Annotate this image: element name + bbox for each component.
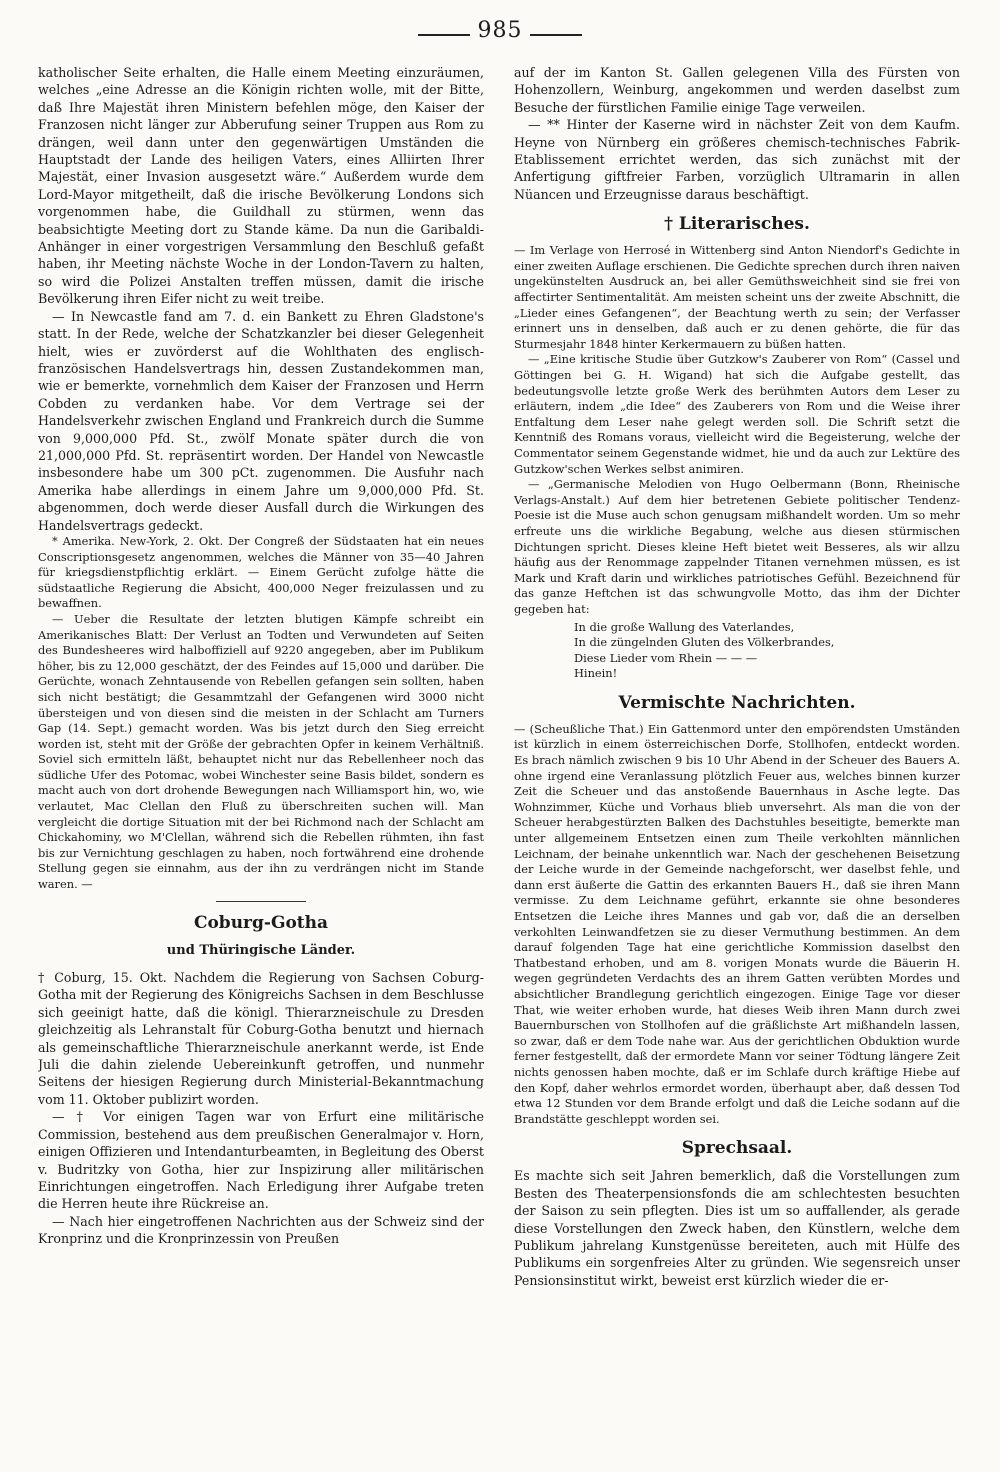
article-paragraph: katholischer Seite erhalten, die Halle einem Meeting einzuräumen, welches „eine Adresse an die Königin richten wolle, mit der Bitte, daß Ihre Majestät ihren Ministern befehlen möge, den Kaiser der Franzosen nicht länger zur Abberufung seiner Truppen aus Rom zu drängen, weil dann unter den gegenwärtigen Umständen die Hauptstadt der Lande des heiligen Vaters, eines Alliirten Ihrer Majestät, einer Invasion ausgesetzt wäre.“ Außerdem wurde dem Lord-Mayor mitgetheilt, daß die irische Bevölkerung Londons sich vorgenommen habe, die Guildhall zu stürmen, wenn das beabsichtigte Meeting dort zu Stande käme. Da nun die Garibaldi-Anhänger in einer vorgestrigen Versammlung den Beschluß gefaßt haben, ihr Meeting nächste Woche in der London-Tavern zu halten, so wird die Polizei Anstalten treffen müssen, damit die irische Bevölkerung ihren Eifer nicht zu weit treibe. (38, 65, 484, 307)
review-paragraph: — „Eine kritische Studie über Gutzkow's Zauberer von Rom“ (Cassel und Göttingen bei G. H. Wigand) hat sich die Aufgabe gestellt, das bedeutungsvolle letzte große Werk des berühmten Autors dem Leser zu erläutern, indem „die Idee“ des Zauberers von Rom und die Weise ihrer Entfaltung dem Leser nahe gelegt werden soll. Die Schrift setzt die Kenntniß des Romans voraus, vielleicht wird die Begeisterung, welche der Commentator seinem Gegenstande widmet, hie und da auch zur Lektüre des Gutzkow'schen Werkes selbst animiren. (514, 352, 960, 476)
page-header (0, 12, 1000, 48)
article-paragraph: Es machte sich seit Jahren bemerklich, daß die Vorstellungen zum Besten des Theaterpensionsfonds die am schlechtesten besuchten der Saison zu sein pflegten. Dies ist um so auffallender, als gerade diese Vorstellungen den Zweck haben, den Künstlern, welche dem Publikum jahrelang Kunstgenüsse bereiteten, auch mit Hülfe des Publikums ein sorgenfreies Alter zu gründen. Wie segensreich unser Pensionsinstitut wirkt, beweist erst kürzlich wieder die er- (514, 1168, 960, 1288)
poem-line: Diese Lieder vom Rhein — — — (574, 650, 758, 665)
section-heading: Coburg-Gotha (193, 912, 329, 933)
poem-line: In die große Wallung des Vaterlandes, (574, 619, 795, 634)
review-paragraph: — Im Verlage von Herrosé in Wittenberg sind Anton Niendorf's Gedichte in einer zweiten Auflage erschienen. Die Gedichte sprechen durch ihren naiven ungekünstelten Ausdruck an, bei aller Gemüthsweichheit sind sie frei von affectirter Sentimentalität. Am meisten scheint uns der zweite Abschnitt, die „Lieder eines Gefangenen“, der Beachtung werth zu sein; der Verfasser erinnert uns in denselben, daß auch er zu denen gehörte, die für das Sturmesjahr 1848 hinter Kerkermauern zu büßen hatten. (514, 243, 960, 351)
section-heading: Vermischte Nachrichten. (618, 692, 856, 713)
poem-motto (574, 620, 960, 682)
news-paragraph: — (Scheußliche That.) Ein Gattenmord unter den empörendsten Umständen ist kürzlich in einem österreichischen Dorfe, Stollhofen, entdeckt worden. Es brach nämlich zwischen 9 bis 10 Uhr Abend in der Scheuer des Bauers A. ohne irgend eine Veranlassung plötzlich Feuer aus, welches binnen kurzer Zeit die Scheuer und das anstoßende Bauernhaus in Asche legte. Das Wohnzimmer, Küche und Vorhaus blieb unversehrt. Als man die von der Scheuer herabgestürzten Balken des Dachstuhles beseitigte, bemerkte man unter allgemeinem Entsetzen einen zum Theile verkohlten männlichen Leichnam, der beinahe unkenntlich war. Nach der geschehenen Beisetzung der Leiche wurde in der Gemeinde nachgeforscht, wer daselbst fehle, und dann erst äußerte die Gattin des erkannten Bauers H., daß sie ihren Mann vermisse. Zu dem Leichname geführt, erkannte sie ohne besonderes Entsetzen die Leiche ihres Mannes und gab vor, daß die an derselben verkohlten Leinwandfetzen sie zu dieser Vermuthung bestimmen. An dem darauf folgenden Tage hat eine gerichtliche Kommission daselbst den Thatbestand erhoben, und am 8. vorigen Monats wurde die Bäuerin H. wegen gegründeten Verdachts des an ihrem Gatten verübten Mordes und absichtlicher Brandlegung gerichtlich eingezogen. Einige Tage vor dieser That, wie weiter erhoben wurde, hat dieses Weib ihren Mann durch zwei Bauernburschen von Stollhofen auf die gräßlichste Art mißhandeln lassen, so zwar, daß er dem Tode nahe war. Aus der gerichtlichen Obduktion wurde ferner festgestellt, daß der ermordete Mann vor seiner Tödtung längere Zeit nichts genossen haben mochte, daß er im Schlafe durch kräftige Hiebe auf den Kopf, daher wehrlos ermordet worden, überhaupt aber, daß dessen Tod etwa 12 Stunden vor dem Brande erfolgt und daß die Leiche sodann auf die Brandstätte geschleppt worden sei. (514, 721, 960, 1126)
article-paragraph: — In Newcastle fand am 7. d. ein Bankett zu Ehren Gladstone's statt. In der Rede, welche der Schatzkanzler bei dieser Gelegenheit hielt, wies er zuvörderst auf die Wohlthaten des englisch-französischen Handelsvertrags hin, dessen Zustandekommen man, wie er bemerkte, vornehmlich dem Kaiser der Franzosen und Herrn Cobden zu verdanken habe. Vor dem Vertrage sei der Handelsverkehr zwischen England und Frankreich durch die Summe von 9,000,000 Pfd. St., zwölf Monate später durch die von 21,000,000 Pfd. St. repräsentirt worden. Der Handel von Newcastle insbesondere habe um 300 pCt. zugenommen. Die Ausfuhr nach Amerika habe allerdings in einem Jahre um 9,000,000 Pfd. St. abgenommen, doch werde dieser Ausfall durch die Wirkungen des Handelsvertrags gedeckt. (38, 308, 484, 533)
review-paragraph: — „Germanische Melodien von Hugo Oelbermann (Bonn, Rheinische Verlags-Anstalt.) Auf dem hier betretenen Gebiete politischer Tendenz-Poesie ist die Muse auch schon genugsam mißhandelt worden. Um so mehr erfreute uns die wirkliche Begabung, welche aus diesen stürmischen Dichtungen spricht. Dieses kleine Heft bietet weit Besseres, als wir allzu häufig aus der Renommage zappelnder Titanen vernehmen müssen, es ist Mark und Kraft darin und wirkliches patriotisches Gefühl. Bezeichnend für das ganze Heftchen ist das schwungvolle Motto, das ihm der Dichter gegeben hat: (514, 477, 960, 616)
section-divider (216, 901, 306, 902)
poem-line: In die züngelnden Gluten des Völkerbrandes, (574, 635, 835, 650)
article-paragraph: — ** Hinter der Kaserne wird in nächster Zeit von dem Kaufm. Heyne von Nürnberg ein größeres chemisch-technisches Fabrik-Etablissement errichtet werden, das sich zunächst mit der Anfertigung giftfreier Farben, vorzüglich Ultramarin in allen Nüancen und Erzeugnisse daraus beschäftigt. (514, 117, 960, 202)
section-heading: Sprechsaal. (681, 1138, 793, 1159)
article-paragraph: — † Vor einigen Tagen war von Erfurt eine militärische Commission, bestehend aus dem preußischen Generalmajor v. Horn, einigen Offizieren und Intendanturbeamten, in Begleitung des Oberst v. Budritzky von Gotha, hier zur Inspizirung aller militärischen Einrichtungen eingetroffen. Nach Erledigung ihrer Aufgabe treten die Herren heute ihre Rückreise an. (38, 1109, 484, 1212)
header-rule-right (530, 34, 582, 36)
left-column (38, 64, 484, 1464)
page-number: 985 (477, 18, 523, 43)
poem-line: Hinein! (574, 666, 618, 681)
article-paragraph: auf der im Kanton St. Gallen gelegenen Villa des Fürsten von Hohenzollern, Weinburg, angekommen und werden daselbst zum Besuche der fürstlichen Familie einige Tage verweilen. (514, 65, 960, 115)
section-subheading: und Thüringische Länder. (166, 942, 356, 958)
news-paragraph: — Ueber die Resultate der letzten blutigen Kämpfe schreibt ein Amerikanisches Blatt: Der Verlust an Todten und Verwundeten auf Seiten des Bundesheeres wird halboffiziell auf 9220 angegeben, aber im Publikum höher, bis zu 12,000 geschätzt, der des Feindes auf 15,000 und darüber. Die Gerüchte, wonach Zehntausende von Rebellen gefangen sein sollten, haben sich nicht bestätigt; die Gesammtzahl der Gefangenen wird 3000 nicht übersteigen und von diesen sind die meisten in der Schlacht am Turners Gap (14. Sept.) gemacht worden. Was bis jetzt durch den Sieg erreicht worden ist, steht mit der Größe der gebrachten Opfer in keinem Verhältniß. Soviel sich ermitteln läßt, behauptet nicht nur das Rebellenheer noch das südliche Ufer des Potomac, wobei Winchester seine Basis bildet, sondern es macht auch von dort drohende Bewegungen nach Williamsport hin, wo, wie verlautet, Mac Clellan den Fluß zu überschreiten suchen will. Man vergleicht die dortige Situation mit der bei Richmond nach der Schlacht am Chickahominy, wo M'Clellan, während sich die Rebellen rühmten, ihn fast bis zur Vernichtung geschlagen zu haben, noch fortwährend eine drohende Stellung gegen sie einnahm, aus der ihn zu verdrängen nicht im Stande waren. — (38, 611, 484, 892)
right-column (514, 64, 960, 1464)
section-heading: † Literarisches. (664, 214, 810, 235)
article-paragraph: — Nach hier eingetroffenen Nachrichten aus der Schweiz sind der Kronprinz und die Kronprinzessin von Preußen (38, 1213, 484, 1247)
header-rule-left (418, 34, 470, 36)
news-paragraph: * Amerika. New-York, 2. Okt. Der Congreß der Südstaaten hat ein neues Conscriptionsgesetz angenommen, welches die Männer von 35—40 Jahren für kriegsdienstpflichtig erklärt. — Einem Gerücht zufolge hätte die südstaatliche Regierung die Absicht, 400,000 Neger freizulassen und zu bewaffnen. (38, 533, 484, 611)
article-paragraph: † Coburg, 15. Okt. Nachdem die Regierung von Sachsen Coburg-Gotha mit der Regierung des Königreichs Sachsen in dem Beschlusse sich geeinigt hatte, daß die königl. Thierarzneischule zu Dresden gleichzeitig als Lehranstalt für Coburg-Gotha benutzt und hiernach als gemeinschaftliche Thierarzneischule anerkannt werde, ist Ende Juli die dahin zielende Uebereinkunft getroffen, und nunmehr Seitens der hiesigen Regierung durch Ministerial-Bekanntmachung vom 11. Oktober publizirt worden. (38, 970, 484, 1107)
